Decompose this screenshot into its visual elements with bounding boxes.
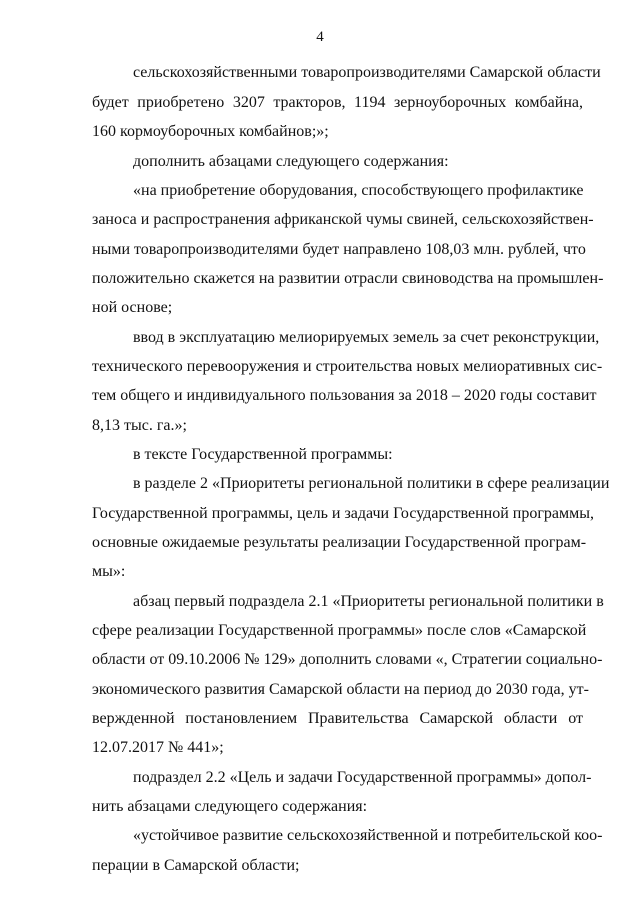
text-line: нить абзацами следующего содержания: bbox=[92, 798, 368, 815]
text-line: сельскохозяйственными товаропроизводителями Самарской области bbox=[133, 64, 601, 81]
text-line: ными товаропроизводителями будет направлено 108,03 млн. рублей, что bbox=[92, 241, 586, 258]
text-line: 12.07.2017 № 441»; bbox=[92, 739, 224, 756]
text-line: сфере реализации Государственной программы» после слов «Самарской bbox=[92, 622, 587, 639]
text-line: будет приобретено 3207 тракторов, 1194 зерноуборочных комбайна, bbox=[92, 94, 583, 111]
text-line: подраздел 2.2 «Цель и задачи Государственной программы» допол- bbox=[133, 769, 592, 786]
text-line: абзац первый подраздела 2.1 «Приоритеты региональной политики в bbox=[133, 593, 604, 610]
text-line: «на приобретение оборудования, способствующего профилактике bbox=[133, 182, 584, 199]
text-line: ввод в эксплуатацию мелиорируемых земель за счет реконструкции, bbox=[133, 329, 600, 346]
text-line: заноса и распространения африканской чумы свиней, сельскохозяйствен- bbox=[92, 211, 594, 228]
text-line: перации в Самарской области; bbox=[92, 857, 300, 874]
text-line: основные ожидаемые результаты реализации Государственной програм- bbox=[92, 534, 587, 551]
text-line: в разделе 2 «Приоритеты региональной политики в сфере реализации bbox=[133, 475, 610, 492]
text-line: Государственной программы, цель и задачи Государственной программы, bbox=[92, 505, 595, 522]
text-line: дополнить абзацами следующего содержания: bbox=[133, 153, 449, 170]
text-line: положительно скажется на развитии отрасли свиноводства на промышлен- bbox=[92, 270, 604, 287]
text-line: области от 09.10.2006 № 129» дополнить словами «, Стратегии социально- bbox=[92, 651, 603, 668]
text-line: «устойчивое развитие сельскохозяйственной и потребительской коо- bbox=[133, 827, 603, 844]
page-number: 4 bbox=[316, 29, 324, 45]
text-line: технического перевооружения и строительства новых мелиоративных сис- bbox=[92, 358, 603, 375]
text-line: мы»: bbox=[92, 563, 126, 580]
text-line: экономического развития Самарской области на период до 2030 года, ут- bbox=[92, 681, 589, 698]
text-line: тем общего и индивидуального пользования за 2018 – 2020 годы составит bbox=[92, 387, 597, 404]
text-line: вержденной постановлением Правительства Самарской области от bbox=[92, 710, 583, 727]
text-line: 8,13 тыс. га.»; bbox=[92, 417, 187, 434]
text-line: ной основе; bbox=[92, 299, 173, 316]
text-line: в тексте Государственной программы: bbox=[133, 446, 393, 463]
text-line: 160 кормоуборочных комбайнов;»; bbox=[92, 123, 329, 140]
